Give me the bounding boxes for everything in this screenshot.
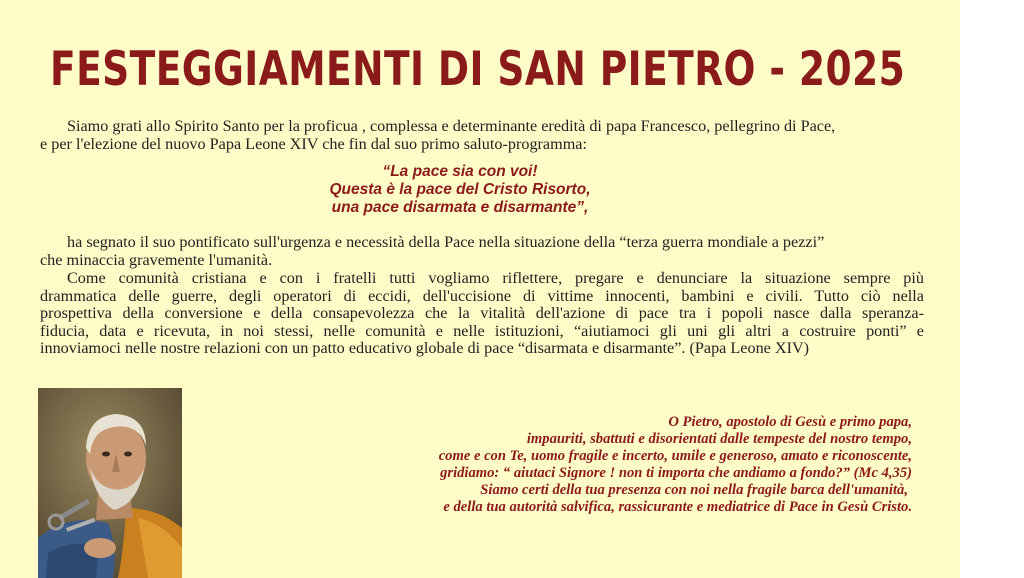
intro-paragraph [40, 118, 920, 153]
continuation-paragraph [40, 234, 920, 269]
community-line: drammatica delle guerre, degli operatori di eccidi, dell'uccisione di vittime innocenti, bambini e civili. Tutto ciò nella [40, 286, 924, 305]
continuation-line: che minaccia gravemente l'umanità. [40, 250, 273, 269]
continuation-line: ha segnato il suo pontificato sull'urgenza e necessità della Pace nella situazione della “terza guerra mondiale a pezzi” [67, 233, 825, 251]
community-line: innoviamoci nelle nostre relazioni con un patto educativo globale di pace “disarmata e disarmante”. (Papa Leone XIV) [40, 339, 810, 357]
prayer-to-saint-peter [272, 414, 912, 515]
intro-line: e per l'elezione del nuovo Papa Leone XIV che fin dal suo primo saluto-programma: [40, 134, 587, 153]
community-line: Come comunità cristiana e con i fratelli tutti vogliamo riflettere, pregare e denunciare la situazione sempre più [67, 269, 924, 287]
quote-line: “La pace sia con voi! [382, 163, 538, 180]
prayer-line: Siamo certi della tua presenza con noi nella fragile barca dell'umanità, [480, 481, 908, 498]
intro-line: Siamo grati allo Spirito Santo per la proficua , complessa e determinante eredità di papa Francesco, pellegrino di Pace, [67, 117, 836, 135]
saint-peter-portrait [38, 388, 182, 578]
quote-line: Questa è la pace del Cristo Risorto, [329, 180, 591, 198]
prayer-line: e della tua autorità salvifica, rassicurante e mediatrice di Pace in Gesù Cristo. [443, 498, 912, 515]
prayer-line: O Pietro, apostolo di Gesù e primo papa, [668, 414, 912, 430]
prayer-line: come e con Te, uomo fragile e incerto, umile e generoso, amato e riconoscente, [438, 447, 912, 464]
prayer-line: impauriti, sbattuti e disorientati dalle tempeste del nostro tempo, [526, 430, 912, 447]
community-paragraph [40, 270, 924, 358]
community-line: prospettiva della conversione e della consapevolezza che la vitalità dell'azione di pace tra i popoli nasce dalla speranza- [40, 304, 924, 322]
prayer-line: gridiamo: “ aiutaci Signore ! non ti importa che andiamo a fondo?” (Mc 4,35) [440, 464, 912, 481]
community-line: fiducia, data e ricevuta, in noi stessi, nelle comunità e nelle istituzioni, “aiutiamoci gli uni gli altri a costruire ponti” e [40, 321, 924, 340]
pope-quote [250, 163, 670, 216]
quote-line: una pace disarmata e disarmante”, [331, 198, 589, 216]
saint-peter-image [38, 388, 182, 578]
page-title: FESTEGGIAMENTI DI SAN PIETRO - 2025 [50, 42, 906, 97]
